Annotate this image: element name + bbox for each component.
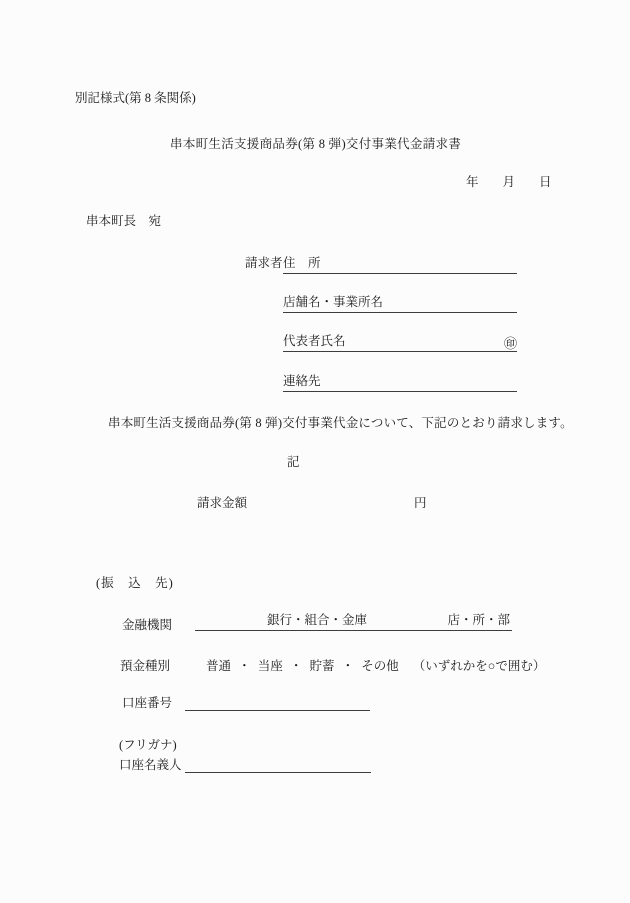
account-holder-field-line[interactable] xyxy=(185,754,371,773)
address-field-label: 住 所 xyxy=(283,256,321,271)
deposit-type-options[interactable]: 普通 ・ 当座 ・ 貯蓄 ・ その他 xyxy=(206,659,399,673)
transfer-section-heading: (振 込 先) xyxy=(96,576,174,590)
branch-types-label: 店・所・部 xyxy=(447,613,510,628)
requester-label: 請求者 xyxy=(245,256,283,270)
document-title: 串本町生活支援商品券(第 8 弾)交付事業代金請求書 xyxy=(170,137,462,151)
date-day-label: 日 xyxy=(539,175,552,189)
date-year-label: 年 xyxy=(466,175,479,189)
shop-name-field-line[interactable] xyxy=(283,292,517,313)
deposit-type-content xyxy=(206,659,545,675)
account-holder-label: 口座名義人 xyxy=(119,758,182,772)
deposit-type-label: 預金種別 xyxy=(120,659,171,673)
institution-types-label: 銀行・組合・金庫 xyxy=(267,613,368,628)
shop-name-field-label: 店舗名・事業所名 xyxy=(283,295,384,310)
contact-field-label: 連絡先 xyxy=(283,374,321,389)
addressee: 串本町長 宛 xyxy=(86,214,162,228)
seal-mark: ㊞ xyxy=(503,336,517,351)
amount-label: 請求金額 xyxy=(197,496,248,510)
date-month-label: 月 xyxy=(502,175,516,189)
account-number-label: 口座番号 xyxy=(122,696,173,710)
account-number-field-line[interactable] xyxy=(185,692,370,711)
representative-field-line[interactable] xyxy=(283,331,517,352)
form-number: 別記様式(第 8 条関係) xyxy=(75,91,196,105)
address-field-line[interactable] xyxy=(283,253,517,274)
financial-institution-label: 金融機関 xyxy=(122,618,173,632)
amount-unit-label: 円 xyxy=(414,496,427,510)
furigana-label: (フリガナ) xyxy=(119,738,177,752)
financial-institution-field-line[interactable] xyxy=(195,612,512,631)
body-text: 串本町生活支援商品券(第 8 弾)交付事業代金について、下記のとおり請求します。 xyxy=(108,416,573,430)
date-line xyxy=(466,175,552,191)
deposit-type-note: （いずれかを○で囲む） xyxy=(412,659,546,673)
contact-field-line[interactable] xyxy=(283,371,517,392)
notation-heading: 記 xyxy=(287,455,300,469)
representative-field-label: 代表者氏名 xyxy=(283,334,346,349)
